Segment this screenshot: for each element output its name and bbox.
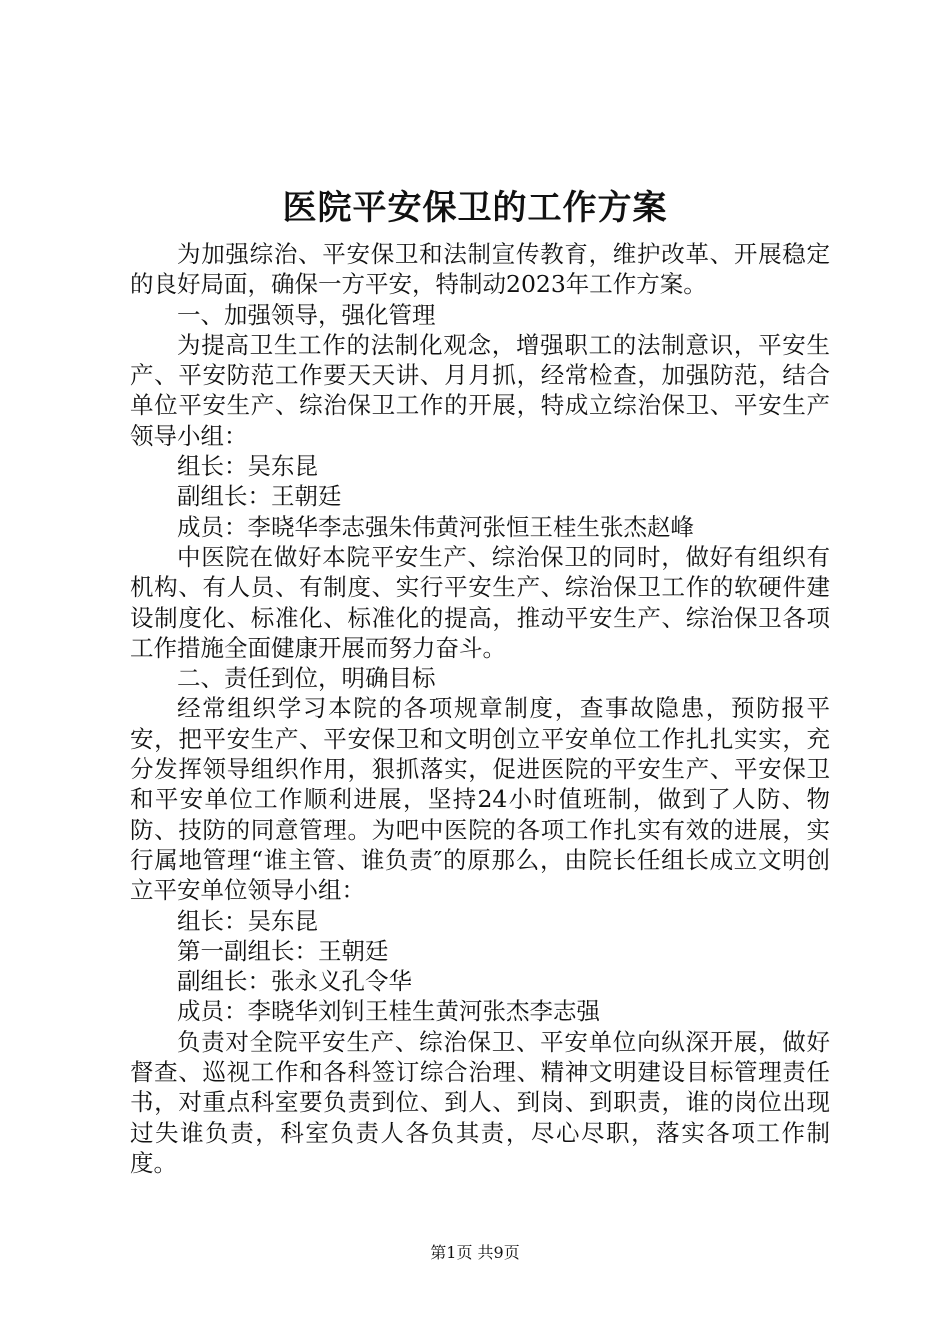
members-line: 成员：李晓华李志强朱伟黄河张恒王桂生张杰赵峰 bbox=[177, 512, 694, 541]
page-number-footer: 第1页 共9页 bbox=[430, 1243, 520, 1262]
deputy-leader-line-2: 副组长：张永义孔令华 bbox=[177, 967, 412, 996]
paragraph-hospital-work: 中医院在做好本院平安生产、综治保卫的同时，做好有组织有机构、有人员、有制度、实行平安生产、综治保卫工作的软硬件建设制度化、标准化、标准化的提高，推动平安生产、综治保卫各项工作措施全面健康开展而努力奋斗。 bbox=[130, 542, 830, 662]
section-heading-1: 一、加强领导，强化管理 bbox=[177, 300, 436, 329]
leader-line: 组长：吴东昆 bbox=[177, 452, 318, 481]
paragraph-responsibility: 负责对全院平安生产、综治保卫、平安单位向纵深开展，做好督查、巡视工作和各科签订综合治理、精神文明建设目标管理责任书，对重点科室要负责到位、到人、到岗、到职责，谁的岗位出现过失谁负责，科室负责人各负其责，尽心尽职，落实各项工作制度。 bbox=[130, 1027, 830, 1177]
leader-line-2: 组长：吴东昆 bbox=[177, 906, 318, 935]
paragraph-section-2: 经常组织学习本院的各项规章制度，查事故隐患，预防报平安，把平安生产、平安保卫和文明创立平安单位工作扎扎实实，充分发挥领导组织作用，狠抓落实，促进医院的平安生产、平安保卫和平安单位工作顺利进展，坚持24小时值班制，做到了人防、物防、技防的同意管理。为吧中医院的各项工作扎实有效的进展，实行属地管理“谁主管、谁负责″的原那么，由院长任组长成立文明创立平安单位领导小组： bbox=[130, 694, 830, 905]
members-line-2: 成员：李晓华刘钊王桂生黄河张杰李志强 bbox=[177, 997, 600, 1026]
paragraph-intro: 为加强综治、平安保卫和法制宣传教育，维护改革、开展稳定的良好局面，确保一方平安，特制动2023年工作方案。 bbox=[130, 240, 830, 299]
document-body bbox=[130, 239, 830, 1178]
deputy-leader-line: 副组长：王朝廷 bbox=[177, 482, 342, 511]
document-title: 医院平安保卫的工作方案 bbox=[282, 188, 668, 228]
first-deputy-leader-line: 第一副组长：王朝廷 bbox=[177, 936, 389, 965]
section-heading-2: 二、责任到位，明确目标 bbox=[177, 664, 436, 693]
paragraph-section-1: 为提高卫生工作的法制化观念，增强职工的法制意识，平安生产、平安防范工作要天天讲、月月抓，经常检查，加强防范，结合单位平安生产、综治保卫工作的开展，特成立综治保卫、平安生产领导小组： bbox=[130, 330, 830, 450]
